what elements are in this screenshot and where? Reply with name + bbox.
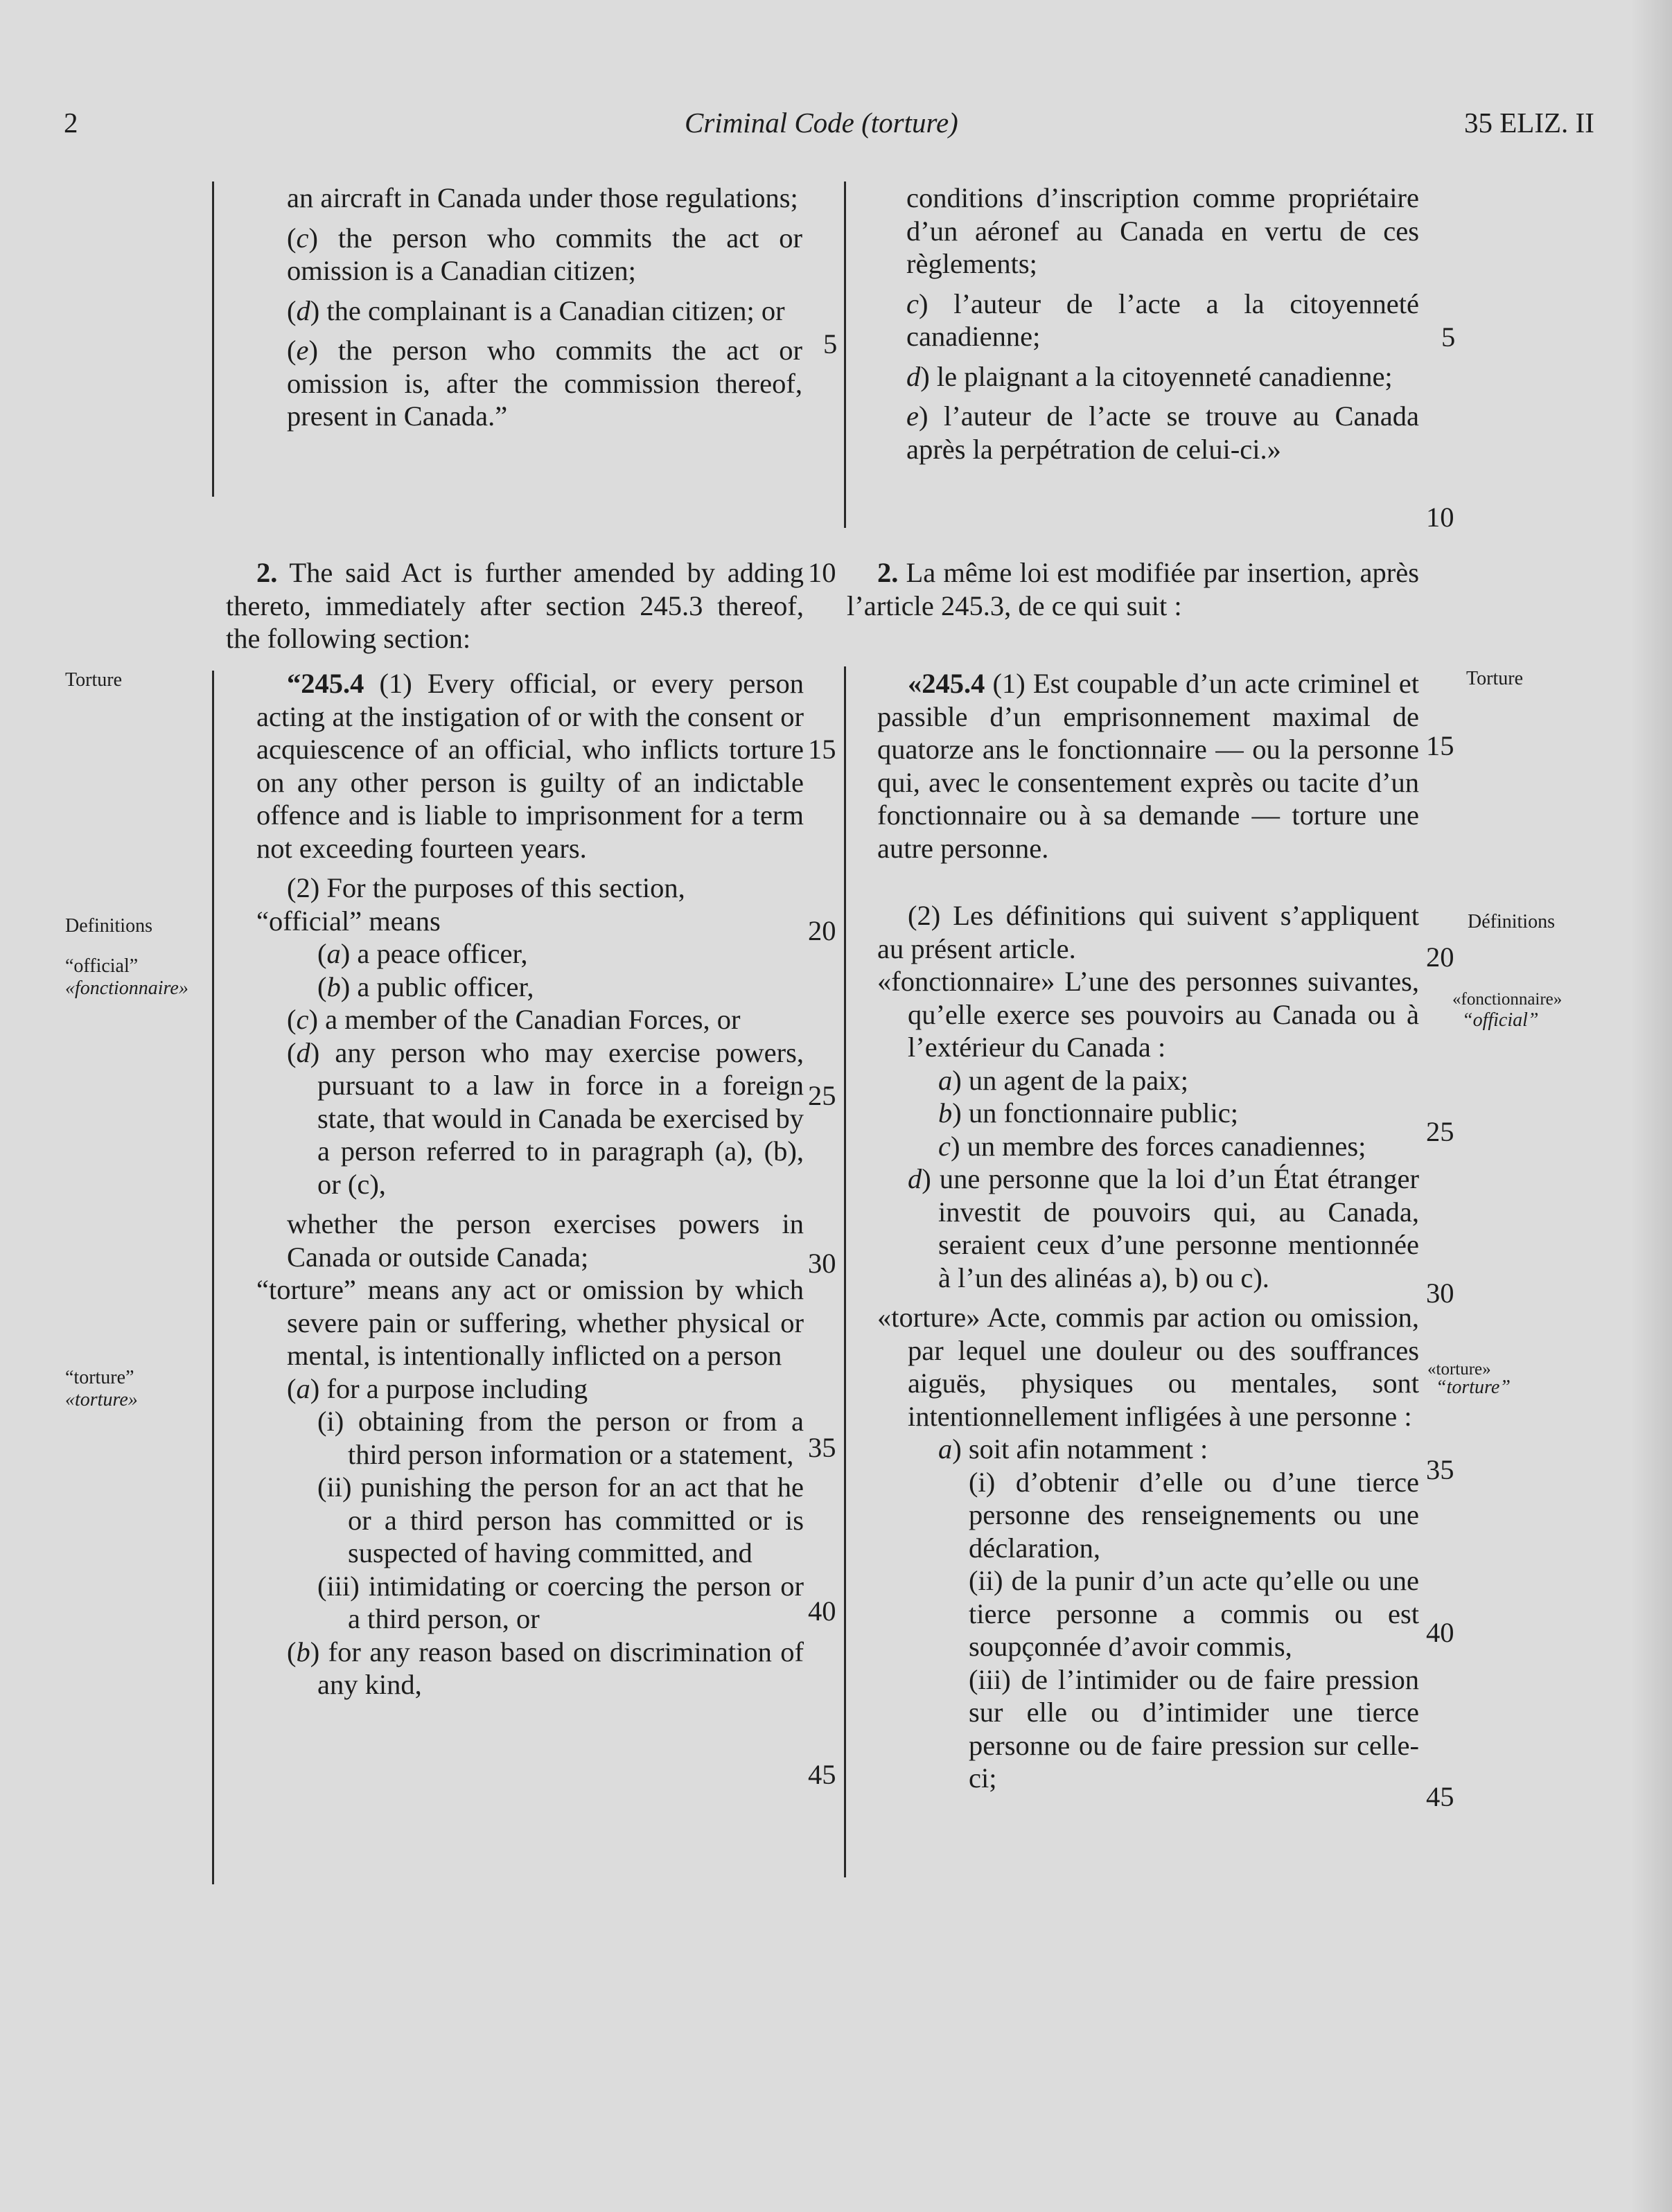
regnal-year: 35 ELIZ. II: [1464, 107, 1594, 139]
french-torture-a-i: (i) d’obtenir d’elle ou d’une tierce personne des renseignements ou une déclaration,: [969, 1466, 1419, 1564]
margin-rule: [212, 182, 214, 497]
line-number: 45: [808, 1759, 836, 1790]
french-fonctionnaire-b: b) un fonctionnaire public;: [938, 1097, 1239, 1129]
french-subsection-2: (2) Les définitions qui suivent s’appliquent au présent article.: [877, 900, 1419, 964]
english-torture-a-i: (i) obtaining from the person or from a third person information or a statement,: [317, 1406, 804, 1470]
english-paragraph: an aircraft in Canada under those regulations;: [287, 182, 798, 213]
french-torture-a-ii: (ii) de la punir d’un acte qu’elle ou une tierce personne a commis ou est soupçonnée d’avoir commis,: [969, 1565, 1419, 1662]
english-definition-official: “official” means: [256, 905, 441, 937]
english-official-d: (d) any person who may exercise powers, pursuant to a law in force in a foreign state, that would in Canada be exercised by a person referred to in paragraph (a), (b), or (c),: [287, 1036, 804, 1200]
line-number: 40: [1426, 1617, 1454, 1648]
margin-rule: [844, 182, 846, 528]
english-paragraph-c: (c) the person who commits the act or omission is a Canadian citizen;: [287, 222, 802, 286]
french-section-245-4: «245.4 (1) Est coupable d’un acte criminel et passible d’un emprisonnement maximal de quatorze ans le fonctionnaire — ou la personne qui, avec le consentement exprès ou tacite d’un fonctionnaire ou à sa demande — torture une autre personne. (2) Les définitions qui suivent s’appliquent au présent article. «fonctionnaire» L’une des personnes suivantes, qu’elle exerce ses pouvoirs au Canada ou à l’extérieur du Canada : a) un agent de la paix; b) un fonctionnaire public; c) un membre des forces canadiennes; d) une personne que la loi d’un État étranger investit de pouvoirs qui, au Canada, seraient ceux d’une personne mentionnée à l’un des alinéas a), b) ou c). «torture» Acte, commis par action ou omission, par lequel une douleur ou des souffrances aiguës, physiques ou mentales, sont intentionnellement infligées à une personne : a) soit afin notamment : (i) d’obtenir d’elle ou d’une tierce personne des renseignements ou une déclaration, (ii) de la punir d’un acte qu’elle ou une tierce personne a commis ou est soupçonnée d’avoir commis, (iii) de l’intimider ou de faire pression sur elle ou d’intimider une tierce personne ou de faire pression sur celle-ci;: [877, 668, 1419, 1794]
running-title: Criminal Code (torture): [685, 107, 958, 139]
english-continuation: [287, 182, 802, 433]
french-fonctionnaire-c: c) un membre des forces canadiennes;: [938, 1130, 1366, 1162]
margin-note-torture-def: «torture»: [1427, 1360, 1491, 1379]
english-torture-a-iii: (iii) intimidating or coercing the person or a third person, or: [317, 1570, 804, 1634]
margin-note-official: “official”: [65, 955, 139, 977]
line-number: 30: [1426, 1277, 1454, 1309]
page-edge-shadow: [1630, 0, 1672, 2212]
english-torture-a-ii: (ii) punishing the person for an act that he or a third person has committed or is suspected of having committed, and: [317, 1471, 804, 1568]
english-paragraph-d: (d) the complainant is a Canadian citizen; or: [287, 294, 785, 326]
line-number: 10: [808, 557, 836, 588]
line-number: 5: [823, 328, 838, 360]
english-subsection-2: (2) For the purposes of this section,: [287, 872, 685, 903]
margin-note-torture-def: “torture”: [65, 1367, 134, 1388]
margin-note-official-fr: «fonctionnaire»: [65, 977, 188, 999]
margin-note-torture: Torture: [1466, 668, 1524, 689]
line-number: 35: [808, 1432, 836, 1463]
margin-note-fonctionnaire-en: “official”: [1462, 1009, 1539, 1031]
line-number: 25: [1426, 1116, 1454, 1147]
french-paragraph-e: e) l’auteur de l’acte se trouve au Canada après la perpétration de celui-ci.»: [906, 400, 1419, 465]
french-fonctionnaire-d: d) une personne que la loi d’un État étranger investit de pouvoirs qui, au Canada, seraient ceux d’une personne mentionnée à l’un des alinéas a), b) ou c).: [908, 1163, 1419, 1293]
page-number: 2: [64, 107, 78, 139]
french-definition-torture: «torture» Acte, commis par action ou omission, par lequel une douleur ou des souffrances aiguës, physiques ou mentales, sont intentionnellement infligées à une personne :: [877, 1302, 1419, 1432]
english-paragraph-e: (e) the person who commits the act or omission is, after the commission thereof, present in Canada.”: [287, 335, 802, 432]
french-paragraph-c: c) l’auteur de l’acte a la citoyenneté canadienne;: [906, 287, 1419, 352]
line-number: 40: [808, 1595, 836, 1627]
french-section-2: 2. La même loi est modifiée par insertion, après l’article 245.3, de ce qui suit :: [847, 557, 1419, 621]
english-definition-torture: “torture” means any act or omission by which severe pain or suffering, whether physical or mental, is intentionally inflicted on a person: [256, 1274, 804, 1371]
english-official-a: (a) a peace officer,: [317, 938, 528, 969]
english-section-245-4: “245.4 (1) Every official, or every person acting at the instigation of or with the consent or acquiescence of an official, who inflicts torture on any other person is guilty of an indictable offence and is liable to imprisonment for a term not exceeding fourteen years. (2) For the purposes of this section, “official” means (a) a peace officer, (b) a public officer, (c) a member of the Canadian Forces, or (d) any person who may exercise powers, pursuant to a law in force in a foreign state, that would in Canada be exercised by a person referred to in paragraph (a), (b), or (c), whether the person exercises powers in Canada or outside Canada; “torture” means any act or omission by which severe pain or suffering, whether physical or mental, is intentionally inflicted on a person (a) for a purpose including (i) obtaining from the person or from a third person information or a statement, (ii) punishing the person for an act that he or a third person has committed or is suspected of having committed, and (iii) intimidating or coercing the person or a third person, or (b) for any reason based on discrimination of any kind,: [256, 668, 804, 1700]
line-number: 20: [1426, 941, 1454, 973]
margin-note-torture-def-en: “torture”: [1436, 1377, 1511, 1398]
line-number: 5: [1441, 321, 1456, 353]
french-paragraph-d: d) le plaignant a la citoyenneté canadienne;: [906, 360, 1393, 392]
french-torture-a-iii: (iii) de l’intimider ou de faire pression sur elle ou d’intimider une tierce personne ou de faire pression sur celle-ci;: [969, 1663, 1419, 1794]
french-definition-fonctionnaire: «fonctionnaire» L’une des personnes suivantes, qu’elle exerce ses pouvoirs au Canada ou à l’extérieur du Canada :: [877, 966, 1419, 1063]
margin-note-definitions: Définitions: [1468, 911, 1555, 932]
line-number: 20: [808, 915, 836, 946]
line-number: 25: [808, 1080, 836, 1111]
margin-rule: [844, 666, 846, 1877]
margin-note-fonctionnaire: «fonctionnaire»: [1452, 990, 1563, 1009]
french-paragraph: conditions d’inscription comme propriétaire d’un aéronef au Canada en vertu de ces règlements;: [906, 182, 1419, 279]
line-number: 15: [808, 734, 836, 765]
line-number: 15: [1426, 730, 1454, 761]
english-whether: whether the person exercises powers in Canada or outside Canada;: [287, 1208, 804, 1273]
margin-note-torture: Torture: [65, 669, 123, 691]
french-continuation: [906, 182, 1419, 466]
line-number: 10: [1426, 502, 1454, 533]
margin-rule: [212, 671, 214, 1884]
english-official-c: (c) a member of the Canadian Forces, or: [287, 1004, 741, 1035]
margin-note-torture-def-fr: «torture»: [65, 1389, 138, 1410]
french-fonctionnaire-a: a) un agent de la paix;: [938, 1064, 1189, 1096]
english-official-b: (b) a public officer,: [317, 971, 534, 1002]
english-section-2: 2. The said Act is further amended by adding thereto, immediately after section 245.3 thereof, the following section:: [226, 557, 804, 654]
line-number: 35: [1426, 1454, 1454, 1485]
english-torture-b: (b) for any reason based on discrimination of any kind,: [287, 1636, 804, 1700]
line-number: 30: [808, 1248, 836, 1279]
line-number: 45: [1426, 1781, 1454, 1812]
english-torture-a: (a) for a purpose including: [287, 1372, 588, 1404]
french-torture-a: a) soit afin notamment :: [938, 1433, 1208, 1465]
margin-note-definitions: Definitions: [65, 915, 152, 937]
